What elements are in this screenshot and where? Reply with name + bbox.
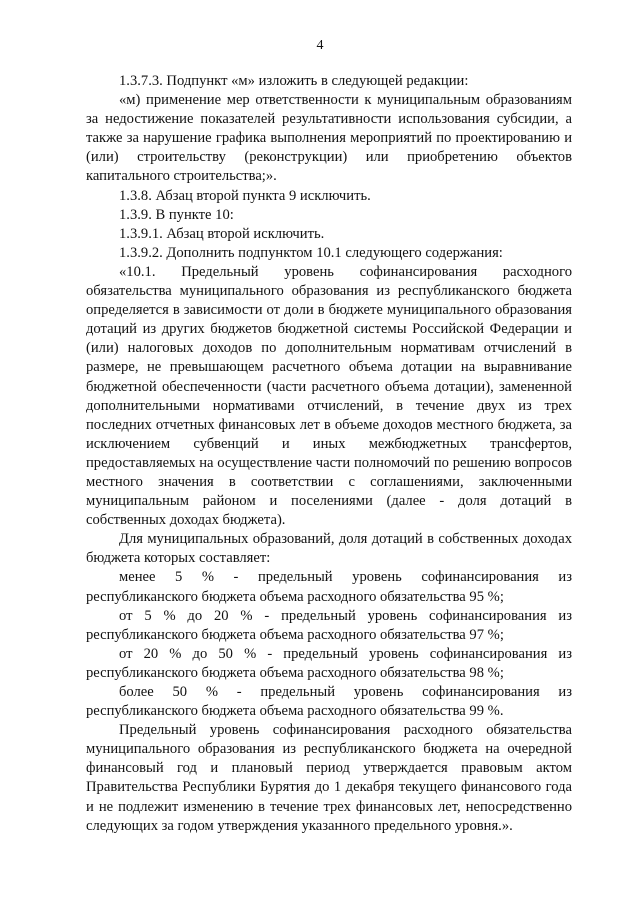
paragraph-subitem-m-text: «м) применение мер ответственности к муниципальным образованиям за недостижение показателей результативности использования субсидии, а также за нарушение графика выполнения мероприятий по проектированию и (или) строительству (реконструкции) или приобретению объектов капитального строительства;». (86, 92, 572, 185)
paragraph-approval-rule: Предельный уровень софинансирования расходного обязательства муниципального образования из республиканского бюджета на очередной финансовый год и плановый период утверждается правовым актом Правительства Республики Бурятия до 1 декабря текущего финансового года и не подлежит изменению в течение трех финансовых лет, непосредственно следующих за годом утверждения указанного предельного уровня.». (86, 722, 572, 834)
paragraph-1-3-9-2: 1.3.9.2. Дополнить подпунктом 10.1 следующего содержания: (119, 244, 503, 261)
paragraph-1-3-7-3: 1.3.7.3. Подпункт «м» изложить в следующей редакции: (119, 73, 469, 89)
paragraph-level-5-to-20: от 5 % до 20 % - предельный уровень софинансирования из республиканского бюджета объема расходного обязательства 97 %; (86, 607, 572, 643)
paragraph-municipal-share-intro: Для муниципальных образований, доля дотаций в собственных доходах бюджета которых составляет: (86, 531, 572, 567)
paragraph-level-under-5: менее 5 % - предельный уровень софинансирования из республиканского бюджета объема расходного обязательства 95 %; (86, 569, 572, 605)
page-number: 4 (316, 38, 324, 53)
paragraph-1-3-9-1: 1.3.9.1. Абзац второй исключить. (119, 225, 325, 242)
paragraph-level-over-50: более 50 % - предельный уровень софинансирования из республиканского бюджета объема расходного обязательства 99 %. (86, 684, 572, 720)
paragraph-1-3-8: 1.3.8. Абзац второй пункта 9 исключить. (119, 187, 371, 204)
paragraph-1-3-9: 1.3.9. В пункте 10: (119, 206, 234, 223)
paragraph-10-1-text: «10.1. Предельный уровень софинансирования расходного обязательства муниципального образования из республиканского бюджета определяется в зависимости от доли в бюджете муниципального образования дотаций из других бюджетов бюджетной системы Российской Федерации и (или) налоговых доходов по дополнительным нормативам отчислений в размере, не превышающем расчетного объема дотации на выравнивание бюджетной обеспеченности (части расчетного объема дотации), замененной дополнительными нормативами отчислений, в течение двух из трех последних отчетных финансовых лет в объеме доходов местного бюджета, за исключением субвенций и иных межбюджетных трансфертов, предоставляемых на осуществление части полномочий по решению вопросов местного значения в соответствии с соглашениями, заключенными муниципальным районом и поселениями (далее - доля дотаций в собственных доходах бюджета). (86, 263, 572, 529)
document-body (86, 72, 572, 836)
paragraph-level-20-to-50: от 20 % до 50 % - предельный уровень софинансирования из республиканского бюджета объема расходного обязательства 98 %; (86, 645, 572, 681)
